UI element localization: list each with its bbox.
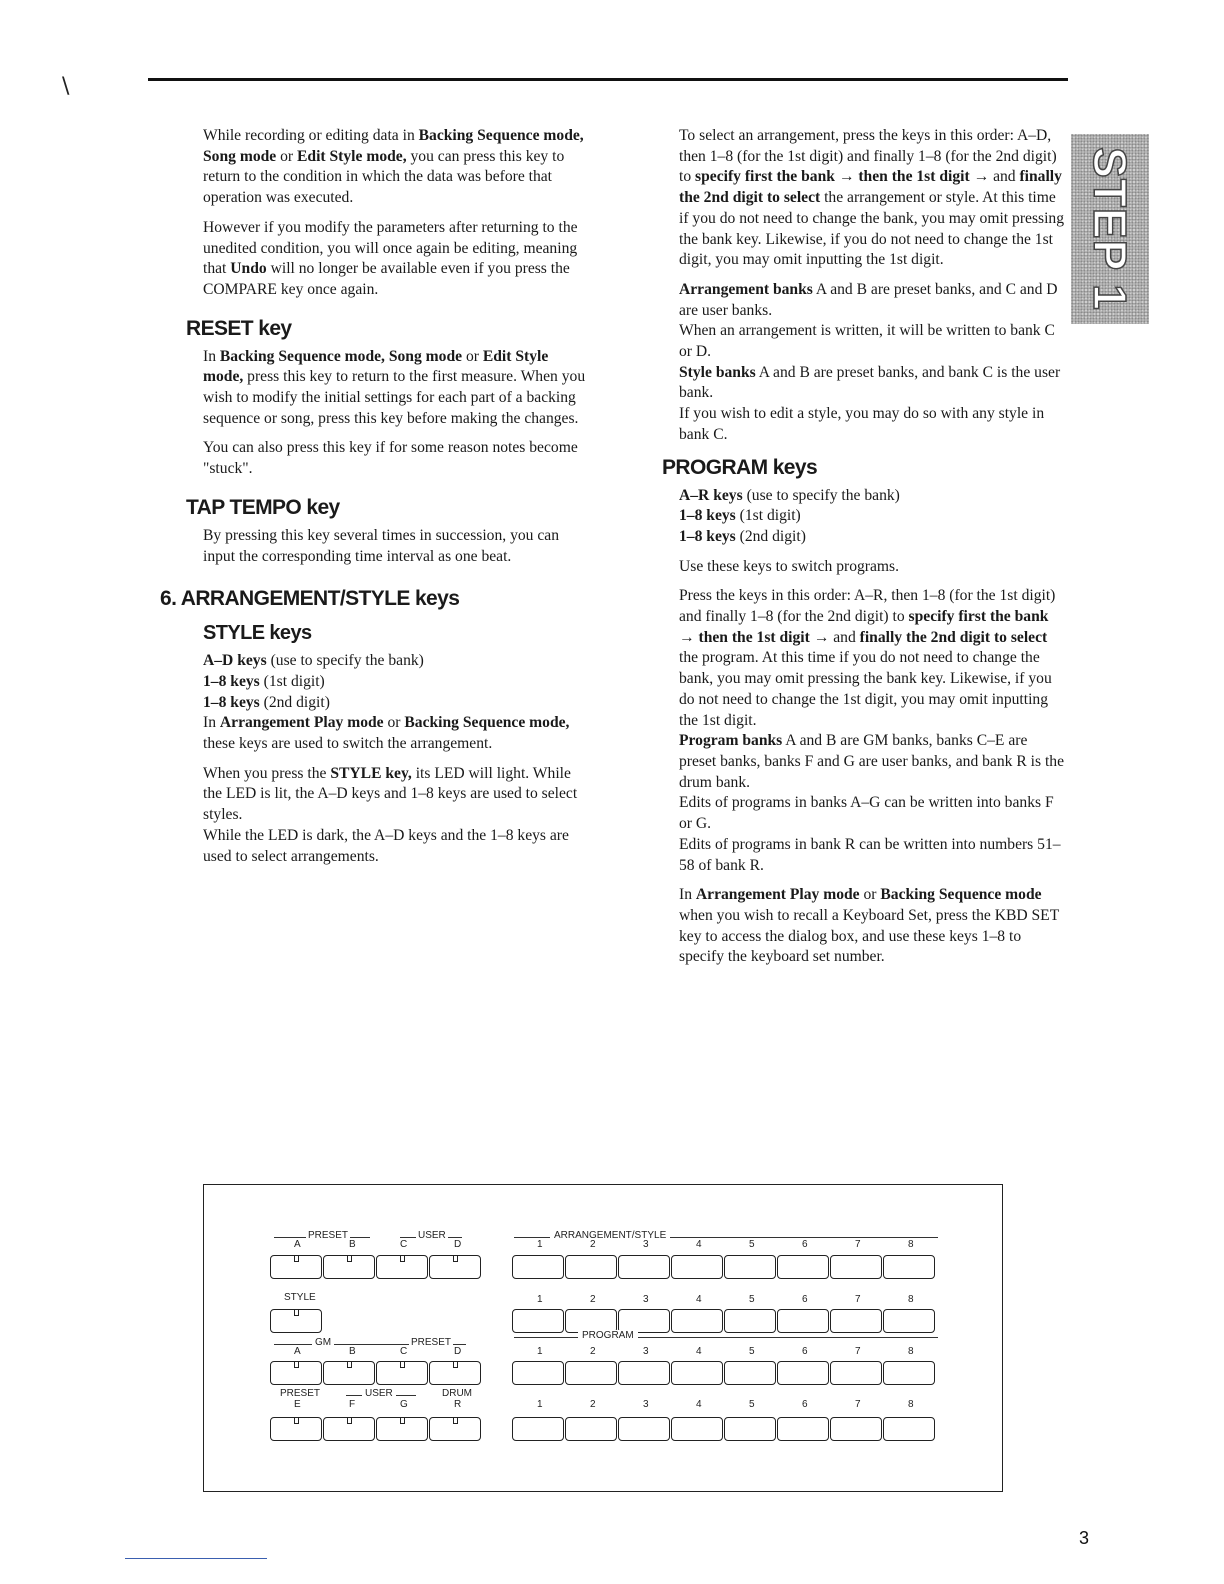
letter3-c: C <box>400 1346 408 1357</box>
num2-4: 4 <box>696 1294 702 1305</box>
num4-3: 3 <box>643 1399 649 1410</box>
prog-num-key-4[interactable] <box>671 1361 723 1385</box>
top-rule <box>148 78 1068 81</box>
style-label: STYLE <box>284 1292 316 1303</box>
style-keys-heading: STYLE keys <box>203 622 312 645</box>
num4-6: 6 <box>802 1399 808 1410</box>
compare-paragraph-2: However if you modify the parameters after returning to the unedited condition, you will once again be editing, meaning that Undo will no longer be available even if you press the COMPARE key once again. <box>203 218 578 298</box>
prog2-num-key-7[interactable] <box>830 1417 882 1441</box>
prog2-num-key-1[interactable] <box>512 1417 564 1441</box>
arr-key-1[interactable] <box>512 1255 564 1279</box>
preset3-label: PRESET <box>280 1388 321 1399</box>
footer-line <box>125 1558 267 1559</box>
num4-7: 7 <box>855 1399 861 1410</box>
corner-mark: \ <box>62 74 70 99</box>
num4-5: 5 <box>749 1399 755 1410</box>
prog-num-key-8[interactable] <box>883 1361 935 1385</box>
prog2-num-key-6[interactable] <box>777 1417 829 1441</box>
arr-key-7[interactable] <box>830 1255 882 1279</box>
kbd-set-paragraph: In Arrangement Play mode or Backing Sequence mode when you wish to recall a Keyboard Set, press the KBD SET key to access the dialog box, and use these keys 1–8 to specify the keyboard set number. <box>679 886 1059 966</box>
step-tab <box>1071 134 1149 324</box>
reset-paragraph-1: In Backing Sequence mode, Song mode or Edit Style mode, press this key to return to the first measure. When you wish to modify the initial settings for each part of a backing sequence or song, press this key before making the changes. <box>203 347 586 427</box>
style-key-row <box>270 1309 323 1333</box>
tap-tempo-paragraph: By pressing this key several times in succession, you can input the corresponding time interval as one beat. <box>203 526 559 565</box>
user2-label: USER <box>362 1388 396 1399</box>
style-paragraph: In Arrangement Play mode or Backing Sequence mode, these keys are used to switch the arrangement. <box>203 714 570 753</box>
gm-label: GM <box>312 1337 334 1348</box>
preset-label: PRESET <box>308 1230 349 1241</box>
prog-num-key-6[interactable] <box>777 1361 829 1385</box>
letter4-g: G <box>400 1399 408 1410</box>
key-panel-diagram <box>203 1184 1003 1492</box>
program-banks: Program banks A and B are GM banks, banks C–E are preset banks, banks F and G are user banks, and bank R is the drum bank. <box>679 732 1064 791</box>
reset-key-heading: RESET key <box>186 316 292 340</box>
arr-key-6[interactable] <box>777 1255 829 1279</box>
row2-key-6[interactable] <box>777 1309 829 1333</box>
letter4-r: R <box>454 1399 462 1410</box>
prog2-num-key-8[interactable] <box>883 1417 935 1441</box>
style-key[interactable] <box>270 1309 322 1333</box>
num-8: 8 <box>908 1239 914 1250</box>
program-keys-heading: PROGRAM keys <box>662 455 818 479</box>
press-keys-paragraph: Press the keys in this order: A–R, then 1–8 (for the 1st digit) and finally 1–8 (for the 2nd digit) to specify first the bank → then the 1st digit → and finally the 2nd digit to select the program. At this time if you do not need to change the bank, you may omit pressing the bank key. Likewise, if you do not need to change the 1st digit, you may omit inputting the 1st digit. <box>679 587 1056 729</box>
step-label: STEP 1 <box>1084 147 1136 311</box>
program-bank-keys-row-2 <box>270 1417 482 1441</box>
num3-6: 6 <box>802 1346 808 1357</box>
arr-key-4[interactable] <box>671 1255 723 1279</box>
num2-6: 6 <box>802 1294 808 1305</box>
program-label: PROGRAM <box>578 1330 638 1341</box>
use-keys-paragraph: Use these keys to switch programs. <box>679 557 900 575</box>
prog-num-key-5[interactable] <box>724 1361 776 1385</box>
prog-num-key-1[interactable] <box>512 1361 564 1385</box>
num-5: 5 <box>749 1239 755 1250</box>
edits-r: Edits of programs in bank R can be written into numbers 51–58 of bank R. <box>679 835 1061 874</box>
arrangement-style-label: ARRANGEMENT/STYLE <box>550 1230 670 1241</box>
letter4-e: E <box>294 1399 301 1410</box>
program-number-keys-row-1 <box>512 1361 936 1385</box>
program-first-digit: 1–8 keys (1st digit) <box>679 507 801 525</box>
ad-keys-line: A–D keys (use to specify the bank) <box>203 652 424 670</box>
first-digit-line: 1–8 keys (1st digit) <box>203 672 325 690</box>
bank-keys-row-1 <box>270 1255 482 1279</box>
preset2-label: PRESET <box>411 1337 452 1348</box>
left-column <box>160 126 588 876</box>
number-keys-row-1 <box>512 1255 936 1279</box>
prog-num-key-7[interactable] <box>830 1361 882 1385</box>
led-dark-paragraph: While the LED is dark, the A–D keys and the 1–8 keys are used to select arrangements. <box>203 826 569 865</box>
num-2: 2 <box>590 1239 596 1250</box>
arrangement-written: When an arrangement is written, it will be written to bank C or D. <box>679 322 1055 361</box>
num3-7: 7 <box>855 1346 861 1357</box>
page-number: 3 <box>1079 1528 1090 1548</box>
num2-1: 1 <box>537 1294 543 1305</box>
row2-key-4[interactable] <box>671 1309 723 1333</box>
compare-paragraph-1: While recording or editing data in Backing Sequence mode, Song mode or Edit Style mode, you can press this key to return to the condition in which the data was before that operation was executed. <box>203 127 584 207</box>
prog-key-b[interactable] <box>323 1361 375 1385</box>
second-digit-line: 1–8 keys (2nd digit) <box>203 693 330 711</box>
section-heading: 6. ARRANGEMENT/STYLE keys <box>160 587 460 611</box>
num4-1: 1 <box>537 1399 543 1410</box>
key-c[interactable] <box>376 1255 428 1279</box>
letter3-b: B <box>349 1346 356 1357</box>
prog-key-g[interactable] <box>376 1417 428 1441</box>
prog-num-key-3[interactable] <box>618 1361 670 1385</box>
letter3-a: A <box>294 1346 301 1357</box>
program-bank-keys-row-1 <box>270 1361 482 1385</box>
prog2-num-key-5[interactable] <box>724 1417 776 1441</box>
style-edit: If you wish to edit a style, you may do so with any style in bank C. <box>679 405 1045 443</box>
prog-key-r[interactable] <box>429 1417 481 1441</box>
num-1: 1 <box>537 1239 543 1250</box>
num3-8: 8 <box>908 1346 914 1357</box>
row2-key-5[interactable] <box>724 1309 776 1333</box>
number-keys-row-2 <box>512 1309 936 1333</box>
style-banks: Style banks A and B are preset banks, and bank C is the user bank. <box>679 363 1061 402</box>
edits-ag: Edits of programs in banks A–G can be written into banks F or G. <box>679 794 1054 833</box>
num-3: 3 <box>643 1239 649 1250</box>
prog-key-c[interactable] <box>376 1361 428 1385</box>
drum-label: DRUM <box>442 1388 472 1399</box>
letter-a: A <box>294 1239 301 1250</box>
letter-b: B <box>349 1239 356 1250</box>
num3-4: 4 <box>696 1346 702 1357</box>
prog-num-key-2[interactable] <box>565 1361 617 1385</box>
num-7: 7 <box>855 1239 861 1250</box>
prog2-num-key-4[interactable] <box>671 1417 723 1441</box>
num3-2: 2 <box>590 1346 596 1357</box>
letter-d: D <box>454 1239 462 1250</box>
program-number-keys-row-2 <box>512 1417 936 1441</box>
row2-key-8[interactable] <box>883 1309 935 1333</box>
num4-8: 8 <box>908 1399 914 1410</box>
prog-key-e[interactable] <box>270 1417 322 1441</box>
num2-3: 3 <box>643 1294 649 1305</box>
num2-5: 5 <box>749 1294 755 1305</box>
letter-c: C <box>400 1239 408 1250</box>
reset-paragraph-2: You can also press this key if for some reason notes become "stuck". <box>203 439 578 478</box>
key-d[interactable] <box>429 1255 481 1279</box>
user-label: USER <box>418 1230 446 1241</box>
arr-key-2[interactable] <box>565 1255 617 1279</box>
select-paragraph: To select an arrangement, press the keys in this order: A–D, then 1–8 (for the 1st digit) and finally 1–8 (for the 2nd digit) to specify first the bank → then the 1st digit → and finally the 2nd digit to select the arrangement or style. At this time if you do not need to change the bank, you may omit pressing the bank key. Likewise, if you do not need to change the 1st digit, you may omit inputting the 1st digit. <box>679 127 1065 269</box>
num-4: 4 <box>696 1239 702 1250</box>
num4-4: 4 <box>696 1399 702 1410</box>
prog-key-f[interactable] <box>323 1417 375 1441</box>
tap-tempo-heading: TAP TEMPO key <box>186 495 340 519</box>
prog-key-d[interactable] <box>429 1361 481 1385</box>
arr-key-3[interactable] <box>618 1255 670 1279</box>
row2-key-1[interactable] <box>512 1309 564 1333</box>
ar-keys-line: A–R keys (use to specify the bank) <box>679 486 900 504</box>
row2-key-7[interactable] <box>830 1309 882 1333</box>
num2-7: 7 <box>855 1294 861 1305</box>
num3-3: 3 <box>643 1346 649 1357</box>
prog2-num-key-3[interactable] <box>618 1417 670 1441</box>
arrangement-banks: Arrangement banks A and B are preset banks, and C and D are user banks. <box>679 280 1058 319</box>
prog-key-a[interactable] <box>270 1361 322 1385</box>
key-b[interactable] <box>323 1255 375 1279</box>
num3-1: 1 <box>537 1346 543 1357</box>
letter4-f: F <box>349 1399 356 1410</box>
right-column <box>662 126 1065 977</box>
prog2-num-key-2[interactable] <box>565 1417 617 1441</box>
key-a[interactable] <box>270 1255 322 1279</box>
arr-key-5[interactable] <box>724 1255 776 1279</box>
arr-key-8[interactable] <box>883 1255 935 1279</box>
program-second-digit: 1–8 keys (2nd digit) <box>679 527 806 545</box>
num-6: 6 <box>802 1239 808 1250</box>
num2-2: 2 <box>590 1294 596 1305</box>
num4-2: 2 <box>590 1399 596 1410</box>
num2-8: 8 <box>908 1294 914 1305</box>
letter3-d: D <box>454 1346 462 1357</box>
num3-5: 5 <box>749 1346 755 1357</box>
led-paragraph: When you press the STYLE key, its LED will light. While the LED is lit, the A–D keys and 1–8 keys are used to select styles. <box>203 764 578 824</box>
